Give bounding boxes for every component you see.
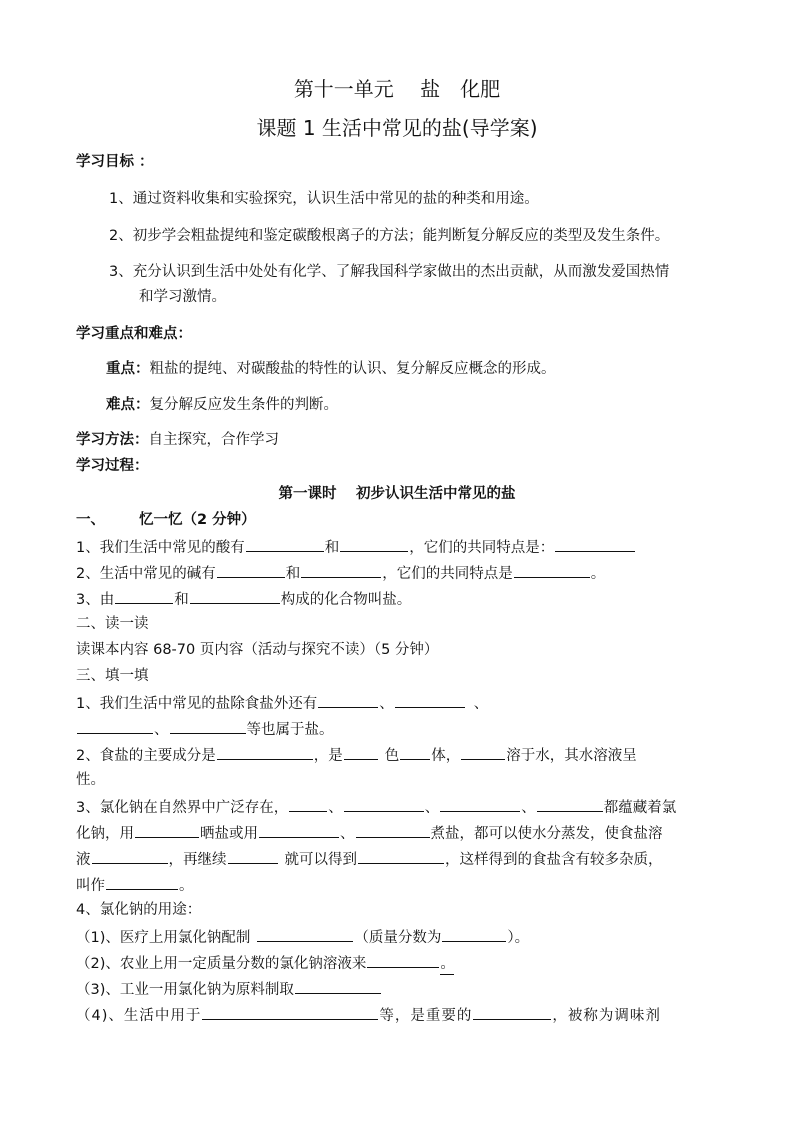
- difficulty-line: [106, 395, 338, 415]
- blank[interactable]: [135, 822, 199, 838]
- blank[interactable]: [289, 796, 327, 812]
- blank[interactable]: [246, 536, 324, 552]
- blank[interactable]: [461, 744, 505, 760]
- objectives-heading: 学习目标 ：: [76, 154, 154, 170]
- keypoints-heading: 学习重点和难点：: [76, 326, 192, 342]
- s3-q3-line4: 叫作 。: [76, 874, 194, 896]
- unit-title: 第十一单元 盐 化肥: [293, 77, 501, 101]
- s3-q3-line3: 液 ，再继续 就可以得到 ，这样得到的食盐含有较多杂质，: [76, 848, 663, 870]
- blank[interactable]: [115, 588, 173, 604]
- blank[interactable]: [358, 848, 444, 864]
- section1-heading: [76, 510, 256, 530]
- focus-text: 粗盐的提纯、对碳酸盐的特性的认识、复分解反应概念的形成。: [149, 361, 556, 377]
- blank[interactable]: [217, 562, 285, 578]
- method-text: 自主探究，合作学习: [148, 432, 279, 448]
- s1-question-3: 3、由 和 构成的化合物叫盐。: [76, 588, 411, 610]
- lesson-subtitle: 课题 1 生活中常见的盐(导学案): [256, 116, 538, 140]
- blank[interactable]: [514, 562, 590, 578]
- difficulty-label: 难点：: [106, 397, 150, 413]
- blank[interactable]: [217, 744, 313, 760]
- section1-number: 一、: [76, 512, 105, 528]
- blank[interactable]: [295, 978, 381, 994]
- method-line: [76, 430, 279, 450]
- blank[interactable]: [367, 952, 439, 968]
- s3-q1-line2: 、 等也属于盐。: [76, 718, 334, 740]
- s3-q4-item-1: （1)、医疗上用氯化钠配制 （质量分数为 ）。: [76, 926, 529, 948]
- blank[interactable]: [340, 536, 408, 552]
- s3-q1-line1: 1、我们生活中常见的盐除食盐外还有 、 、: [76, 692, 488, 714]
- s3-q2-line2: 性。: [76, 772, 105, 788]
- blank[interactable]: [77, 718, 153, 734]
- blank[interactable]: [473, 1004, 551, 1020]
- objective-item-3-cont: 和学习激情。: [139, 289, 226, 305]
- blank[interactable]: [202, 1004, 378, 1020]
- process-heading: 学习过程：: [76, 458, 149, 474]
- difficulty-text: 复分解反应发生条件的判断。: [149, 397, 338, 413]
- objective-item-3: 3、充分认识到生活中处处有化学、了解我国科学家做出的杰出贡献，从而激发爱国热情: [109, 264, 670, 280]
- section1-title: 忆一忆（2 分钟）: [139, 512, 256, 528]
- lesson-heading: 第一课时 初步认识生活中常见的盐: [278, 486, 516, 502]
- s3-q4-item-3: （3)、工业一用氯化钠为原料制取: [76, 978, 382, 1000]
- blank[interactable]: [259, 822, 339, 838]
- blank[interactable]: [106, 874, 178, 890]
- blank[interactable]: [400, 744, 430, 760]
- blank[interactable]: [395, 692, 465, 708]
- s1-question-2: 2、生活中常见的碱有 和 ，它们的共同特点是 。: [76, 562, 605, 584]
- s3-q3-line1: 3、氯化钠在自然界中广泛存在， 、 、 、 都蕴藏着氯: [76, 796, 676, 818]
- blank[interactable]: [257, 926, 353, 942]
- s3-q3-line2: 化钠，用 晒盐或用 、 煮盐，都可以使水分蒸发，使食盐溶: [76, 822, 663, 844]
- s3-q4-item-4: （4)、生活中用于 等，是重要的 ，被称为调味剂: [76, 1004, 661, 1026]
- blank[interactable]: [537, 796, 603, 812]
- blank[interactable]: [440, 796, 520, 812]
- blank[interactable]: [555, 536, 635, 552]
- blank[interactable]: [344, 744, 378, 760]
- objective-item-1: 1、通过资料收集和实验探究，认识生活中常见的盐的种类和用途。: [109, 191, 539, 207]
- blank[interactable]: [190, 588, 280, 604]
- blank[interactable]: [301, 562, 381, 578]
- s3-q2-line1: 2、食盐的主要成分是 ，是 色 体， 溶于水，其水溶液呈: [76, 744, 637, 766]
- blank[interactable]: [228, 848, 278, 864]
- objective-item-2: 2、初步学会粗盐提纯和鉴定碳酸根离子的方法；能判断复分解反应的类型及发生条件。: [109, 228, 670, 244]
- section3-heading: 三、填一填: [76, 668, 149, 684]
- focus-line: [106, 359, 556, 379]
- section2-heading: 二、读一读: [76, 616, 149, 632]
- blank[interactable]: [170, 718, 246, 734]
- s3-q4-heading: 4、氯化钠的用途：: [76, 902, 202, 918]
- section2-text: 读课本内容 68-70 页内容（活动与探究不读）（5 分钟）: [76, 642, 439, 658]
- blank[interactable]: [318, 692, 378, 708]
- blank[interactable]: [442, 926, 506, 942]
- focus-label: 重点：: [106, 361, 150, 377]
- s1-question-1: 1、我们生活中常见的酸有 和 ，它们的共同特点是：: [76, 536, 636, 558]
- blank[interactable]: [92, 848, 168, 864]
- method-label: 学习方法：: [76, 432, 149, 448]
- s3-q4-item-2: （2)、农业上用一定质量分数的氯化钠溶液来 。: [76, 952, 454, 975]
- blank[interactable]: [344, 796, 424, 812]
- blank[interactable]: [356, 822, 430, 838]
